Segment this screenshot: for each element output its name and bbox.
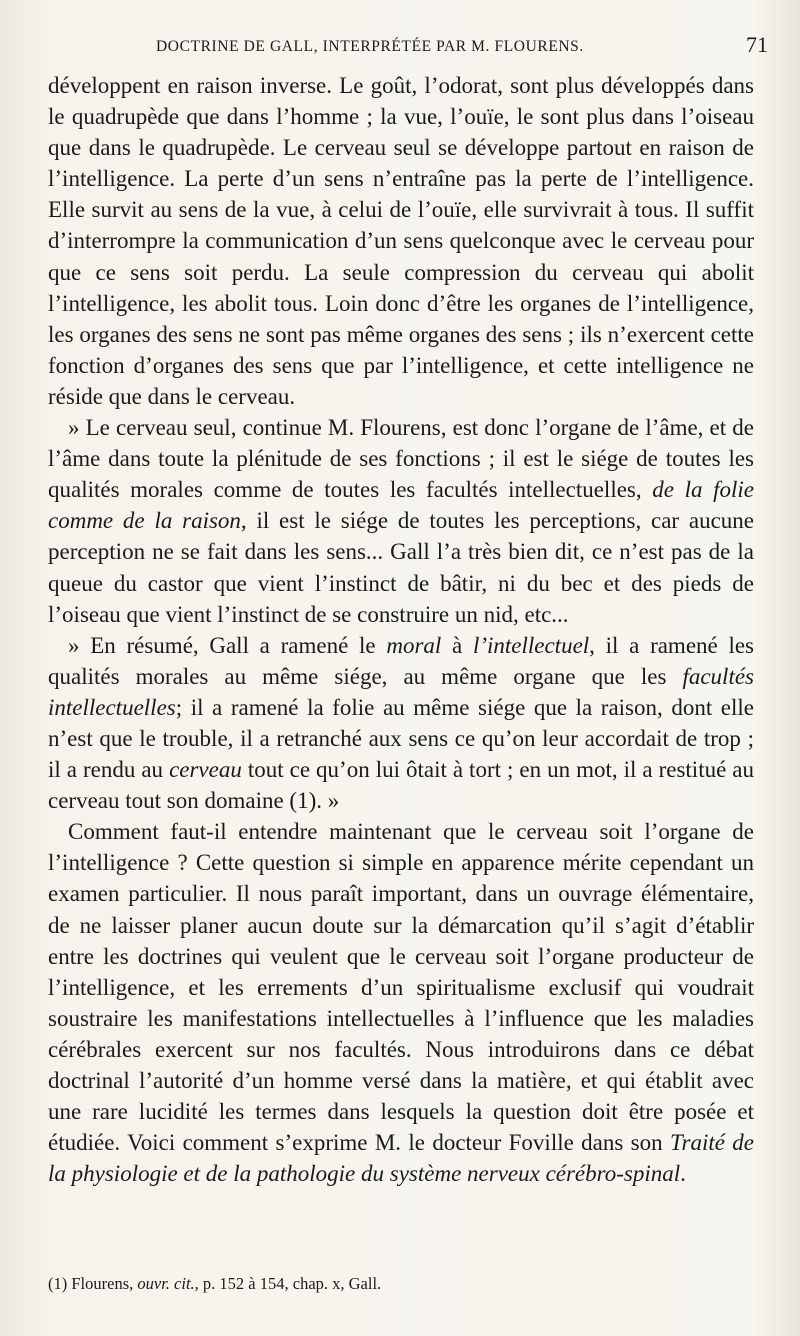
p2-text-c: , il est le siége de toutes les perceptions, car aucune perception ne se fait dans les sens... Gall l’a très bien dit, ce n’est pas de la queue du castor que vient l’instinct de bâtir, ni du bec et des pieds de l’oiseau que vient l’instinct de se construire un nid, etc... [48, 508, 754, 627]
p3-text-g: ; il a ramené la folie au même siége que la raison, dont elle n’est que le trouble, il a retranché aux sens ce qu’on leur accordait de trop ; il a rendu au [48, 694, 754, 783]
p3-italic-cerveau: cerveau [169, 757, 242, 783]
footnote [48, 1274, 754, 1294]
p4-italic-title: Traité de la physiologie et de la pathologie du système nerveux cérébro-spinal [48, 1130, 754, 1187]
paragraph-1: développent en raison inverse. Le goût, l’odorat, sont plus développés dans le quadrupède que dans l’homme ; la vue, l’ouïe, le sont plus dans l’oiseau que dans le quadrupède. Le cerveau seul se développe partout en raison de l’intelligence. La perte d’un sens n’entraîne pas la perte de l’intelligence. Elle survit au sens de la vue, à celui de l’ouïe, elle survivrait à tous. Il suffit d’interrompre la communication d’un sens quelconque avec le cerveau pour que ce sens soit perdu. La seule compression du cerveau qui abolit l’intelligence, les abolit tous. Loin donc d’être les organes de l’intelligence, les organes des sens ne sont pas même organes des sens ; ils n’exercent cette fonction d’organes des sens que par l’intelligence, et cette intelligence ne réside que dans le cerveau. [48, 73, 754, 409]
page-number: 71 [746, 32, 768, 57]
page-header [48, 32, 770, 64]
p3-italic-intellectuel: l’intellectuel [472, 632, 590, 658]
p2-italic: de la folie comme de la raison [48, 477, 754, 534]
p3-text-a: » En résumé, Gall a ramené le [68, 632, 387, 658]
p3-text-c: à [441, 632, 473, 658]
p3-italic-facultes: facultés intellectuelles [48, 663, 754, 720]
body-text [48, 70, 754, 1189]
p3-text-e: , il a ramené les qualités morales au même siége, au même organe que les [48, 632, 755, 689]
footnote-text-a: (1) Flourens, [48, 1274, 138, 1293]
paragraph-4 [48, 816, 754, 1189]
p2-text-a: » Le cerveau seul, continue M. Flourens, est donc l’organe de l’âme, et de l’âme dans toute la plénitude de ses fonctions ; il est le siége de toutes les qualités morales comme de toutes les facultés intellectuelles, [48, 415, 754, 503]
paragraph-2 [48, 412, 754, 630]
paragraph-3 [48, 630, 754, 817]
p3-italic-moral: moral [386, 632, 442, 658]
footnote-italic: ouvr. cit. [137, 1274, 195, 1293]
footnote-text-c: , p. 152 à 154, chap. x, Gall. [194, 1274, 382, 1293]
running-head: DOCTRINE DE GALL, INTERPRÉTÉE PAR M. FLOURENS. [156, 38, 584, 55]
p4-text-a: Comment faut-il entendre maintenant que le cerveau soit l’organe de l’intelligence ? Cette question si simple en apparence mérite cependant un examen particulier. Il nous paraît important, dans un ouvrage élémentaire, de ne laisser planer aucun doute sur la démarcation qu’il s’agit d’établir entre les doctrines qui veulent que le cerveau soit l’organe producteur de l’intelligence, et les errements d’un spiritualisme exclusif qui voudrait soustraire les manifestations intellectuelles à l’influence que les maladies cérébrales exercent sur nos facultés. Nous introduirons dans ce débat doctrinal l’autorité d’un homme versé dans la matière, et qui établit avec une rare lucidité les termes dans lesquels la question doit être posée et étudiée. Voici comment s’exprime M. le docteur Foville dans son [48, 819, 754, 1156]
p4-text-c: . [680, 1161, 686, 1187]
p3-text-i: tout ce qu’on lui ôtait à tort ; en un mot, il a restitué au cerveau tout son domaine (1). » [48, 757, 754, 814]
